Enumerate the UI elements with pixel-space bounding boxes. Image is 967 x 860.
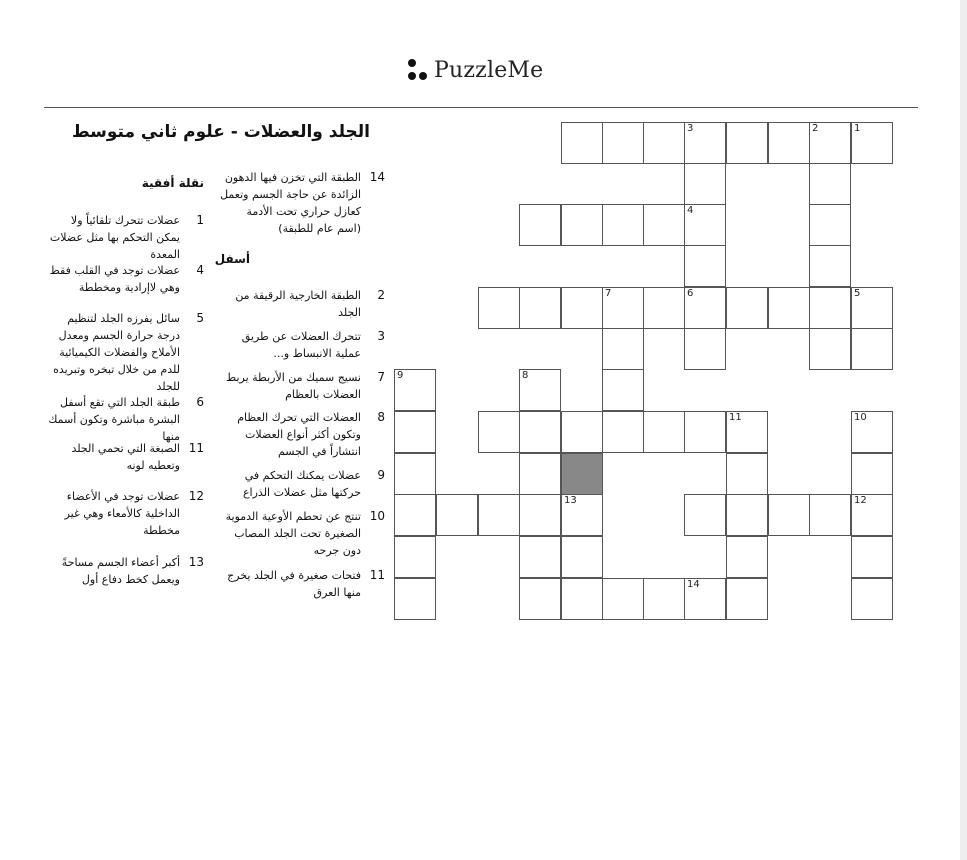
grid-cell[interactable] — [643, 204, 685, 246]
cell-number: 9 — [397, 370, 404, 381]
grid-cell[interactable] — [809, 328, 851, 370]
clue-text: أكبر أعضاء الجسم مساحةً ويعمل كخط دفاع أول — [61, 556, 180, 586]
grid-cell[interactable] — [726, 287, 768, 329]
cell-number: 8 — [522, 370, 529, 381]
clue-number: 9 — [377, 468, 385, 482]
grid-cell[interactable] — [809, 287, 851, 329]
grid-cell[interactable] — [602, 204, 644, 246]
grid-cell[interactable] — [602, 328, 644, 370]
clue-number: 5 — [196, 311, 204, 325]
grid-cell[interactable] — [809, 204, 851, 246]
clue-number: 13 — [188, 555, 204, 569]
page-title: الجلد والعضلات - علوم ثاني متوسط — [71, 122, 370, 142]
grid-cell[interactable] — [519, 204, 561, 246]
cell-number: 2 — [812, 123, 819, 134]
grid-cell[interactable] — [561, 287, 603, 329]
grid-cell[interactable] — [684, 287, 726, 329]
grid-cell[interactable] — [561, 536, 603, 578]
clue-text: عضلات توجد في القلب فقط وهي لاإرادية ومخططة — [49, 264, 180, 294]
cell-number: 13 — [564, 495, 577, 506]
clue-number: 12 — [188, 489, 204, 503]
grid-cell[interactable] — [643, 122, 685, 164]
grid-cell[interactable] — [519, 411, 561, 453]
cell-number: 10 — [854, 412, 867, 423]
grid-cell[interactable] — [851, 287, 893, 329]
down-heading: أسفل — [214, 252, 250, 266]
grid-cell[interactable] — [768, 494, 810, 536]
grid-cell[interactable] — [602, 287, 644, 329]
clue-text: الطبقة التي تخزن فيها الدهون الزائدة عن حاجة الجسم وتعمل كعازل حراري تحت الأدمة (اسم عام للطبقة) — [220, 171, 361, 235]
grid-cell[interactable] — [436, 494, 478, 536]
grid-cell[interactable] — [478, 411, 520, 453]
grid-cell[interactable] — [602, 411, 644, 453]
grid-cell[interactable] — [394, 453, 436, 495]
clue-number: 11 — [188, 441, 204, 455]
clue-text: سائل يفرزه الجلد لتنظيم درجة حرارة الجسم ومعدل الأملاح والفضلات الكيميائية للدم من خلال تبخره وتبريده للجلد — [53, 312, 180, 393]
cell-number: 12 — [854, 495, 867, 506]
grid-cell[interactable] — [643, 411, 685, 453]
grid-cell[interactable] — [394, 494, 436, 536]
grid-cell[interactable] — [768, 287, 810, 329]
grid-cell[interactable] — [726, 536, 768, 578]
grid-cell[interactable] — [684, 245, 726, 287]
clue-text: فتحات صغيرة في الجلد يخرج منها العرق — [227, 569, 361, 599]
clue-number: 14 — [369, 170, 385, 184]
clue-number: 11 — [369, 568, 385, 582]
grid-cell[interactable] — [851, 453, 893, 495]
grid-cell[interactable] — [643, 287, 685, 329]
grid-cell[interactable] — [684, 204, 726, 246]
across-heading: نقلة أفقية — [141, 176, 204, 190]
cell-number: 11 — [729, 412, 742, 423]
clue-text: عضلات تتحرك تلقائياً ولا يمكن التحكم بها مثل عضلات المعدة — [49, 214, 180, 261]
clue-number: 1 — [196, 213, 204, 227]
cell-number: 6 — [687, 288, 694, 299]
grid-cell[interactable] — [602, 122, 644, 164]
clue-number: 3 — [377, 329, 385, 343]
grid-cell[interactable] — [561, 122, 603, 164]
grid-cell[interactable] — [478, 287, 520, 329]
clue-number: 7 — [377, 370, 385, 384]
grid-cell[interactable] — [394, 369, 436, 411]
grid-cell[interactable] — [519, 494, 561, 536]
clue-text: تتحرك العضلات عن طريق عملية الانبساط و... — [241, 330, 361, 360]
grid-cell[interactable] — [561, 494, 603, 536]
clue-number: 4 — [196, 263, 204, 277]
clue-text: الصبغة التي تحمي الجلد وتعطيه لونه — [71, 442, 180, 472]
grid-cell[interactable] — [768, 122, 810, 164]
cell-number: 5 — [854, 288, 861, 299]
clue-text: عضلات يمكنك التحكم في حركتها مثل عضلات الذراع — [242, 469, 361, 499]
clue-text: طبقة الجلد التي تقع أسفل البشرة مباشرة وتكون أسمك منها — [48, 396, 180, 443]
clue-text: نسيج سميك من الأربطة يربط العضلات بالعظام — [226, 371, 361, 401]
cell-number: 1 — [854, 123, 861, 134]
grid-cell[interactable] — [851, 536, 893, 578]
grid-cell[interactable] — [684, 163, 726, 205]
grid-cell[interactable] — [851, 578, 893, 620]
clue-number: 8 — [377, 410, 385, 424]
grid-cell[interactable] — [602, 369, 644, 411]
grid-cell[interactable] — [561, 578, 603, 620]
grid-cell[interactable] — [809, 122, 851, 164]
grid-cell[interactable] — [394, 411, 436, 453]
grid-cell[interactable] — [726, 453, 768, 495]
grid-cell[interactable] — [809, 163, 851, 205]
grid-cell[interactable] — [602, 578, 644, 620]
grid-cell[interactable] — [726, 122, 768, 164]
grid-cell[interactable] — [519, 536, 561, 578]
grid-cell[interactable] — [478, 494, 520, 536]
clue-number: 10 — [369, 509, 385, 523]
grid-cell[interactable] — [809, 494, 851, 536]
grid-cell-shaded — [561, 453, 603, 495]
grid-cell[interactable] — [519, 578, 561, 620]
brand-name[interactable]: PuzzleMe — [434, 57, 544, 83]
grid-cell[interactable] — [684, 328, 726, 370]
grid-cell[interactable] — [394, 578, 436, 620]
grid-cell[interactable] — [684, 494, 726, 536]
clue-text: العضلات التي تحرك العظام وتكون أكثر أنواع العضلات انتشاراً في الجسم — [237, 411, 361, 458]
cell-number: 4 — [687, 205, 694, 216]
grid-cell[interactable] — [684, 578, 726, 620]
grid-cell[interactable] — [684, 411, 726, 453]
grid-cell[interactable] — [851, 494, 893, 536]
cell-number: 14 — [687, 579, 700, 590]
grid-cell[interactable] — [851, 411, 893, 453]
grid-cell[interactable] — [726, 494, 768, 536]
grid-cell[interactable] — [519, 369, 561, 411]
clue-number: 2 — [377, 288, 385, 302]
grid-cell[interactable] — [519, 453, 561, 495]
cell-number: 3 — [687, 123, 694, 134]
grid-cell[interactable] — [726, 578, 768, 620]
clue-number: 6 — [196, 395, 204, 409]
grid-cell[interactable] — [643, 578, 685, 620]
grid-cell[interactable] — [684, 122, 726, 164]
grid-cell[interactable] — [561, 204, 603, 246]
grid-cell[interactable] — [851, 328, 893, 370]
clue-text: تنتج عن تحطم الأوعية الدموية الصغيرة تحت الجلد المصاب دون جرحه — [225, 510, 361, 557]
clue-text: الطبقة الخارجية الرقيقة من الجلد — [235, 289, 361, 319]
grid-cell[interactable] — [809, 245, 851, 287]
clue-text: عضلات توجد في الأعضاء الداخلية كالأمعاء وهي غير مخططة — [64, 490, 180, 537]
grid-cell[interactable] — [851, 122, 893, 164]
grid-cell[interactable] — [561, 411, 603, 453]
grid-cell[interactable] — [726, 411, 768, 453]
cell-number: 7 — [605, 288, 612, 299]
grid-cell[interactable] — [394, 536, 436, 578]
grid-cell[interactable] — [519, 287, 561, 329]
